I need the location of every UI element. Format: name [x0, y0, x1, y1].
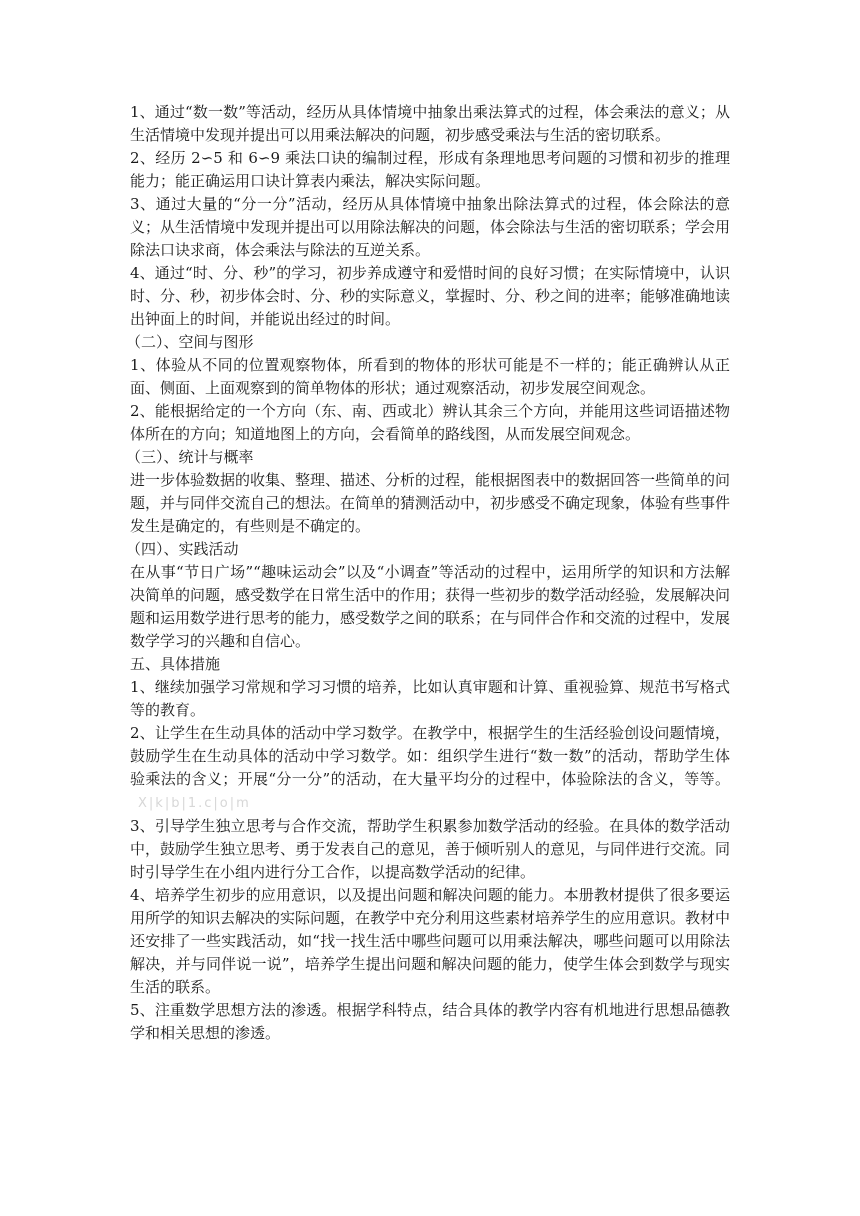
objective-multiplication: 1、通过“数一数”等活动，经历从具体情境中抽象出乘法算式的过程，体会乘法的意义；从生活情境中发现并提出可以用乘法解决的问题，初步感受乘法与生活的密切联系。	[130, 103, 730, 144]
section-heading-geometry: （二）、空间与图形	[126, 333, 254, 351]
measure-activities	[130, 722, 730, 815]
objective-statistics: 进一步体验数据的收集、整理、描述、分析的过程，能根据图表中的数据回答一些简单的问题，并与同伴交流自己的想法。在简单的猜测活动中，初步感受不确定现象，体验有些事件发生是确定的，有些则是不确定的。	[130, 471, 731, 535]
measure-application: 4、培养学生初步的应用意识，以及提出问题和解决问题的能力。本册教材提供了很多要运用所学的知识去解决的实际问题，在教学中充分利用这些素材培养学生的应用意识。教材中还安排了一些实践活动，如“找一找生活中哪些问题可以用乘法解决，哪些问题可以用除法解决，并与同伴说一说”，培养学生提出问题和解决问题的能力，使学生体会到数学与现实生活的联系。	[130, 886, 731, 996]
watermark-text: X|k|b|1.c|o|m	[138, 796, 251, 811]
objective-direction: 2、能根据给定的一个方向（东、南、西或北）辨认其余三个方向，并能用这些词语描述物体所在的方向；知道地图上的方向，会看简单的路线图，从而发展空间观念。	[130, 402, 730, 443]
document-body	[126, 101, 731, 1045]
section-heading-practice: （四）、实践活动	[126, 540, 239, 558]
objective-multiplication-table: 2、经历 2∽5 和 6∽9 乘法口诀的编制过程，形成有条理地思考问题的习惯和初步的推理能力；能正确运用口诀计算表内乘法，解决实际问题。	[130, 149, 730, 190]
measure-cooperation: 3、引导学生独立思考与合作交流，帮助学生积累参加数学活动的经验。在具体的数学活动中，鼓励学生独立思考、勇于发表自己的意见，善于倾听别人的意见，与同伴进行交流。同时引导学生在小组内进行分工合作，以提高数学活动的纪律。	[130, 817, 731, 881]
objective-observation: 1、体验从不同的位置观察物体，所看到的物体的形状可能是不一样的；能正确辨认从正面、侧面、上面观察到的简单物体的形状；通过观察活动，初步发展空间观念。	[130, 356, 730, 397]
measure-habits: 1、继续加强学习常规和学习习惯的培养，比如认真审题和计算、重视验算、规范书写格式等的教育。	[130, 678, 730, 719]
measure-methods: 5、注重数学思想方法的渗透。根据学科特点，结合具体的教学内容有机地进行思想品德教学和相关思想的渗透。	[130, 1001, 730, 1042]
objective-division: 3、通过大量的“分一分”活动，经历从具体情境中抽象出除法算式的过程，体会除法的意义；从生活情境中发现并提出可以用除法解决的问题，体会除法与生活的密切联系；学会用除法口诀求商，体会乘法与除法的互逆关系。	[130, 195, 731, 259]
section-heading-measures: 五、具体措施	[130, 655, 221, 673]
measure-activities-text: 2、让学生在生动具体的活动中学习数学。在教学中，根据学生的生活经验创设问题情境，鼓励学生在生动具体的活动中学习数学。如：组织学生进行“数一数”的活动，帮助学生体验乘法的含义；开展“分一分”的活动，在大量平均分的过程中，体验除法的含义，等等。	[130, 724, 730, 788]
section-heading-statistics: （三）、统计与概率	[126, 448, 254, 466]
objective-time: 4、通过“时、分、秒”的学习，初步养成遵守和爱惜时间的良好习惯；在实际情境中，认识时、分、秒，初步体会时、分、秒的实际意义，掌握时、分、秒之间的进率；能够准确地读出钟面上的时间，并能说出经过的时间。	[130, 264, 731, 328]
objective-practice: 在从事“节日广场”“趣味运动会”以及“小调查”等活动的过程中，运用所学的知识和方法解决简单的问题，感受数学在日常生活中的作用；获得一些初步的数学活动经验，发展解决问题和运用数学进行思考的能力，感受数学之间的联系；在与同伴合作和交流的过程中，发展数学学习的兴趣和自信心。	[130, 563, 731, 650]
